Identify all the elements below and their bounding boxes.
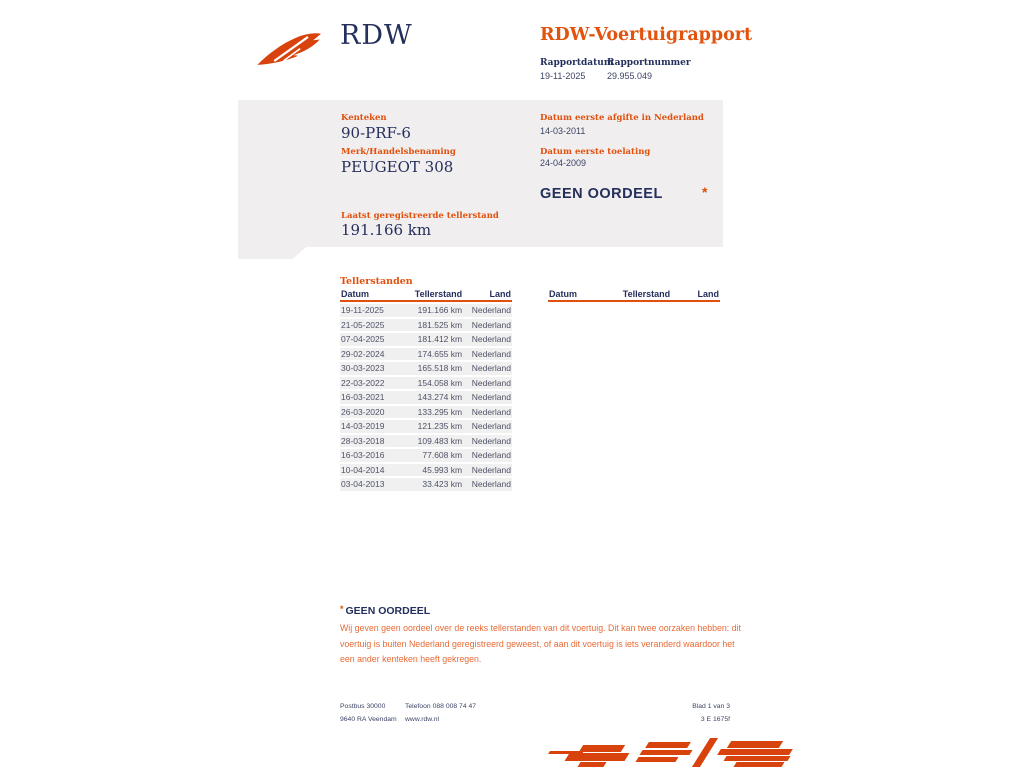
tellerstanden-section-title: Tellerstanden bbox=[340, 276, 413, 287]
footer-form-code: 3 E 1675f bbox=[700, 716, 730, 723]
tellerstand-value: 191.166 km bbox=[341, 221, 432, 239]
eerste-toelating-value: 24-04-2009 bbox=[540, 158, 587, 168]
cell-datum: 16-03-2021 bbox=[341, 392, 385, 402]
report-number-label: Rapportnummer bbox=[607, 58, 691, 68]
eerste-toelating-label: Datum eerste toelating bbox=[540, 147, 651, 157]
cell-tellerstand: 165.518 km bbox=[417, 363, 463, 373]
cell-tellerstand: 181.412 km bbox=[417, 334, 463, 344]
cell-datum: 03-04-2013 bbox=[341, 479, 385, 489]
kenteken-label: Kenteken bbox=[341, 113, 387, 123]
cell-datum: 19-11-2025 bbox=[341, 305, 384, 315]
footer-website: www.rdw.nl bbox=[405, 716, 439, 723]
table-row bbox=[340, 319, 512, 332]
rdw-eagle-logo-icon bbox=[256, 28, 334, 68]
cell-tellerstand: 109.483 km bbox=[417, 435, 463, 446]
oordeel-asterisk: * bbox=[702, 184, 708, 200]
panel-corner-tail bbox=[238, 247, 306, 259]
column-header-land: Land bbox=[697, 289, 719, 299]
eerste-afgifte-value: 14-03-2011 bbox=[540, 126, 586, 136]
cell-land: Nederland bbox=[471, 479, 511, 489]
cell-land: Nederland bbox=[471, 435, 511, 446]
cell-datum: 26-03-2020 bbox=[341, 406, 385, 417]
table-row bbox=[340, 362, 512, 375]
cell-land: Nederland bbox=[471, 305, 511, 315]
cell-tellerstand: 174.655 km bbox=[417, 348, 463, 359]
table-row bbox=[340, 348, 512, 361]
column-header-land: Land bbox=[489, 289, 511, 299]
document-title: RDW-Voertuigrapport bbox=[540, 25, 753, 45]
table-row bbox=[340, 478, 512, 491]
footnote-title: GEEN OORDEEL bbox=[345, 605, 431, 617]
column-header-datum: Datum bbox=[549, 289, 578, 299]
cell-datum: 10-04-2014 bbox=[341, 464, 385, 475]
eerste-afgifte-label: Datum eerste afgifte in Nederland bbox=[540, 113, 704, 123]
cell-datum: 22-03-2022 bbox=[341, 377, 385, 388]
column-header-tellerstand: Tellerstand bbox=[414, 289, 463, 299]
table-row bbox=[340, 420, 512, 433]
table-row bbox=[340, 406, 512, 419]
table-row bbox=[340, 391, 512, 404]
rdw-logo-text: RDW bbox=[340, 20, 413, 51]
footnote-text: Wij geven geen oordeel over de reeks tellerstanden van dit voertuig. Dit kan twee oorzaken hebben: dit voertuig is buiten Nederland geregistreerd geweest, of aan dit voertuig is iets veranderd waardoor het een ander kenteken heeft gekregen. bbox=[340, 623, 741, 664]
footnote-asterisk: * bbox=[340, 604, 344, 614]
cell-tellerstand: 33.423 km bbox=[422, 479, 463, 489]
tellerstand-label: Laatst geregistreerde tellerstand bbox=[341, 211, 499, 221]
cell-datum: 29-02-2024 bbox=[341, 348, 385, 359]
cell-datum: 16-03-2016 bbox=[341, 450, 385, 460]
footer-phone: Telefoon 088 008 74 47 bbox=[405, 703, 477, 710]
footer-city: 9640 RA Veendam bbox=[340, 716, 397, 723]
table-row bbox=[340, 304, 512, 317]
table-row bbox=[340, 449, 512, 462]
cell-land: Nederland bbox=[471, 406, 511, 417]
table-row bbox=[340, 377, 512, 390]
cell-land: Nederland bbox=[471, 450, 511, 460]
footer-postbus: Postbus 30000 bbox=[340, 703, 386, 710]
column-header-datum: Datum bbox=[341, 289, 370, 299]
vehicle-summary-panel bbox=[238, 100, 723, 247]
column-header-tellerstand: Tellerstand bbox=[622, 289, 671, 299]
merk-label: Merk/Handelsbenaming bbox=[341, 147, 456, 157]
cell-tellerstand: 181.525 km bbox=[417, 319, 463, 330]
report-number-value: 29.955.049 bbox=[607, 71, 653, 81]
cell-tellerstand: 45.993 km bbox=[422, 464, 463, 475]
cell-tellerstand: 133.295 km bbox=[417, 406, 463, 417]
cell-land: Nederland bbox=[471, 377, 511, 388]
cell-datum: 21-05-2025 bbox=[341, 319, 385, 330]
cell-land: Nederland bbox=[471, 392, 511, 402]
cell-tellerstand: 77.608 km bbox=[422, 450, 463, 460]
cell-tellerstand: 143.274 km bbox=[417, 392, 463, 402]
cell-land: Nederland bbox=[471, 319, 511, 330]
report-date-label: Rapportdatum bbox=[540, 58, 614, 68]
speed-stripes-graphic bbox=[543, 737, 793, 768]
odometer-table-right bbox=[548, 289, 720, 302]
table-row bbox=[340, 435, 512, 448]
cell-tellerstand: 121.235 km bbox=[417, 421, 463, 431]
cell-land: Nederland bbox=[471, 334, 511, 344]
cell-land: Nederland bbox=[471, 421, 511, 431]
kenteken-value: 90-PRF-6 bbox=[341, 124, 411, 142]
footer-page-indicator: Blad 1 van 3 bbox=[692, 703, 730, 710]
report-date-value: 19-11-2025 bbox=[540, 71, 586, 81]
footnote-heading bbox=[340, 604, 430, 617]
merk-value: PEUGEOT 308 bbox=[341, 158, 454, 176]
oordeel-status: GEEN OORDEEL bbox=[540, 186, 663, 202]
table-header-row bbox=[548, 289, 720, 302]
cell-tellerstand: 191.166 km bbox=[417, 305, 463, 315]
cell-datum: 14-03-2019 bbox=[341, 421, 385, 431]
cell-datum: 07-04-2025 bbox=[341, 334, 385, 344]
odometer-table-left bbox=[340, 289, 512, 491]
cell-tellerstand: 154.058 km bbox=[417, 377, 463, 388]
cell-datum: 28-03-2018 bbox=[341, 435, 385, 446]
cell-land: Nederland bbox=[471, 363, 511, 373]
cell-datum: 30-03-2023 bbox=[341, 363, 385, 373]
table-row bbox=[340, 333, 512, 346]
cell-land: Nederland bbox=[471, 464, 511, 475]
table-header-row bbox=[340, 289, 512, 302]
cell-land: Nederland bbox=[471, 348, 511, 359]
table-body bbox=[340, 304, 512, 491]
table-row bbox=[340, 464, 512, 477]
